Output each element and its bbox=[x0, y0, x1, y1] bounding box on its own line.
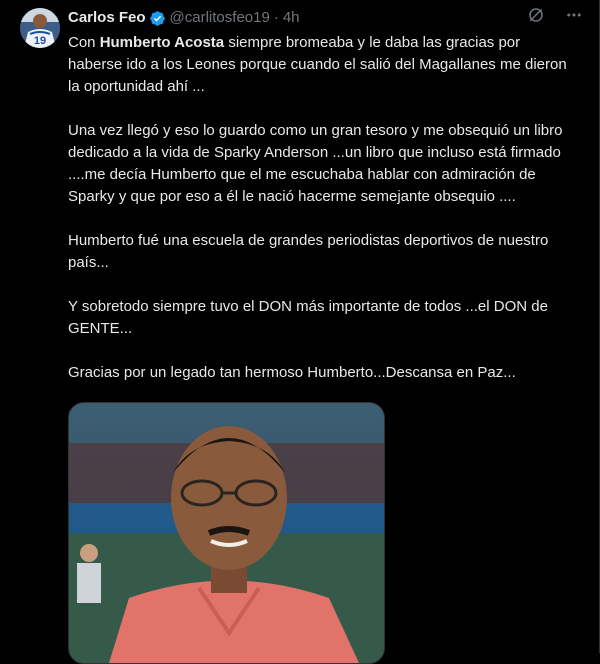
more-icon[interactable] bbox=[565, 6, 583, 30]
author-handle[interactable]: @carlitosfeo19 bbox=[169, 9, 270, 26]
tweet-header bbox=[68, 8, 583, 28]
tweet-text-p1-prefix: Con bbox=[68, 34, 100, 51]
tweet-text-p4: Y sobretodo siempre tuvo el DON más importante de todos ...el DON de GENTE... bbox=[68, 298, 553, 337]
tweet-text-p2: Una vez llegó y eso lo guardo como un gran tesoro y me obsequió un libro dedicado a la vida de Sparky Anderson ...un libro que incluso está firmado ....me decía Humberto que el me escuchaba hablar con admiración de Sparky y que por eso a él le nació hacerme semejante obsequio .... bbox=[68, 122, 567, 205]
tweet-text-bold-name: Humberto Acosta bbox=[99, 34, 225, 51]
tweet-content bbox=[68, 8, 583, 428]
tweet-text-p1-rest: siempre bromeaba y le daba las gracias por haberse ido a los Leones porque cuando el salió del Magallanes me dieron la oportunidad ahí ... bbox=[68, 34, 571, 95]
author-name[interactable]: Carlos Feo bbox=[68, 9, 146, 26]
photo-image bbox=[69, 403, 384, 663]
tweet-timestamp[interactable]: 4h bbox=[282, 9, 300, 26]
tweet-photo[interactable] bbox=[68, 402, 385, 664]
avatar-image bbox=[20, 8, 60, 48]
avatar[interactable] bbox=[20, 8, 60, 48]
tweet-text-p5: Gracias por un legado tan hermoso Humberto...Descansa en Paz... bbox=[68, 364, 516, 381]
separator-dot: · bbox=[273, 9, 279, 26]
avatar-jersey-number: 19 bbox=[33, 35, 47, 47]
tweet-text-p3: Humberto fué una escuela de grandes periodistas deportivos de nuestro país... bbox=[68, 232, 553, 271]
grok-icon[interactable] bbox=[527, 6, 545, 30]
tweet-text bbox=[68, 32, 571, 428]
tweet-actions bbox=[527, 8, 583, 28]
verified-badge-icon bbox=[149, 10, 166, 27]
